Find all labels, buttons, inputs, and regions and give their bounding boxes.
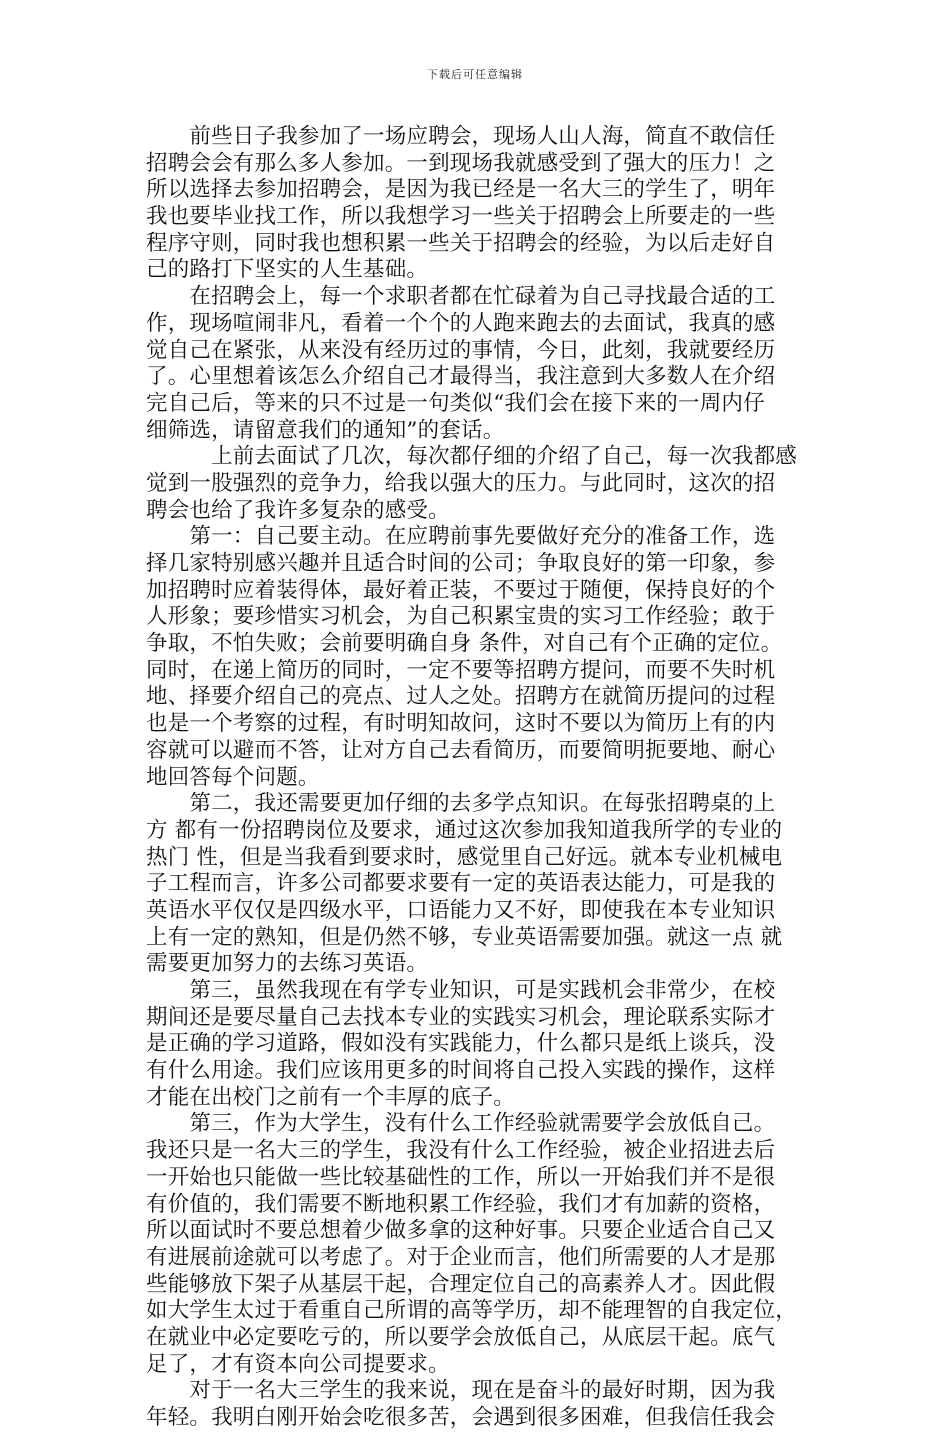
text-line: 择几家特别感兴趣并且适合时间的公司；争取良好的第一印象，参 <box>146 551 776 576</box>
text-line: 加招聘时应着装得体，最好着正装，不要过于随便，保持良好的个 <box>146 577 776 603</box>
text-line: 觉到一股强烈的竞争力，给我以强大的压力。与此同时，这次的招 <box>146 470 776 496</box>
text-line: 年轻。我明白刚开始会吃很多苦，会遇到很多困难，但我信任我会 <box>146 1405 776 1430</box>
text-line: 了。心里想着该怎么介绍自己才最得当，我注意到大多数人在介绍 <box>146 364 776 390</box>
text-line: 期间还是要尽量自己去找本专业的实践实习机会，理论联系实际才 <box>146 1004 776 1030</box>
text-line: 地回答每个问题。 <box>146 764 320 790</box>
text-line: 容就可以避而不答，让对方自己去看简历，而要简明扼要地、耐心 <box>146 737 776 763</box>
text-line: 一开始也只能做一些比较基础性的工作，所以一开始我们并不是很 <box>146 1164 776 1190</box>
text-line: 有进展前途就可以考虑了。对于企业而言，他们所需要的人才是那 <box>146 1244 776 1270</box>
text-line: 招聘会会有那么多人参加。一到现场我就感受到了强大的压力！之 <box>146 150 776 176</box>
text-line: 己的路打下坚实的人生基础。 <box>146 257 429 283</box>
text-line: 所以面试时不要总想着少做多拿的这种好事。只要企业适合自己又 <box>146 1218 776 1244</box>
text-line: 完自己后，等来的只不过是一句类似“我们会在接下来的一周内仔 <box>146 390 765 416</box>
text-line: 足了，才有资本向公司提要求。 <box>146 1351 450 1377</box>
text-line: 作，现场喧闹非凡，看着一个个的人跑来跑去的去面试，我真的感 <box>146 310 776 336</box>
text-line: 我也要毕业找工作，所以我想学习一些关于招聘会上所要走的一些 <box>146 204 776 230</box>
text-line: 我还只是一名大三的学生，我没有什么工作经验，被企业招进去后 <box>146 1138 776 1164</box>
text-line: 第三，作为大学生，没有什么工作经验就需要学会放低自己。 <box>146 1111 776 1137</box>
document-body <box>146 124 806 1432</box>
text-line: 热门 性，但是当我看到要求时，感觉里自己好远。就本专业机械电 <box>146 844 783 870</box>
text-line: 所以选择去参加招聘会，是因为我已经是一名大三的学生了，明年 <box>146 177 776 203</box>
text-line: 子工程而言，许多公司都要求要有一定的英语表达能力，可是我的 <box>146 871 776 897</box>
text-line: 需要更加努力的去练习英语。 <box>146 951 429 977</box>
text-line: 细筛选，请留意我们的通知”的套话。 <box>146 417 505 443</box>
text-line: 程序守则，同时我也想积累一些关于招聘会的经验，为以后走好自 <box>146 230 776 256</box>
text-line: 有价值的，我们需要不断地积累工作经验，我们才有加薪的资格， <box>146 1191 776 1217</box>
text-line: 方 都有一份招聘岗位及要求，通过这次参加我知道我所学的专业的 <box>146 817 783 843</box>
text-line: 第二，我还需要更加仔细的去多学点知识。在每张招聘桌的上 <box>146 791 776 817</box>
text-line: 觉自己在紧张，从来没有经历过的事情，今日，此刻，我就要经历 <box>146 337 776 363</box>
text-line: 有什么用途。我们应该用更多的时间将自己投入实践的操作，这样 <box>146 1058 776 1084</box>
text-line: 地、择要介绍自己的亮点、过人之处。招聘方在就简历提问的过程 <box>146 684 776 710</box>
text-line: 争取，不怕失败；会前要明确自身 条件，对自己有个正确的定位。 <box>146 631 783 657</box>
text-line: 也是一个考察的过程，有时明知故问，这时不要以为简历上有的内 <box>146 711 776 737</box>
text-line: 第一：自己要主动。在应聘前事先要做好充分的准备工作，选 <box>146 524 776 550</box>
text-line: 聘会也给了我许多复杂的感受。 <box>146 497 450 523</box>
text-line: 同时，在递上简历的同时，一定不要等招聘方提问，而要不失时机 <box>146 657 776 683</box>
text-line: 在招聘会上，每一个求职者都在忙碌着为自己寻找最合适的工 <box>146 284 776 310</box>
text-line: 上前去面试了几次，每次都仔细的介绍了自己，每一次我都感 <box>146 444 798 470</box>
text-line: 上有一定的熟知，但是仍然不够，专业英语需要加强。就这一点 就 <box>146 924 783 950</box>
page-header: 下载后可任意编辑 <box>427 68 523 81</box>
text-line: 些能够放下架子从基层干起，合理定位自己的高素养人才。因此假 <box>146 1271 776 1297</box>
text-line: 英语水平仅仅是四级水平，口语能力又不好，即使我在本专业知识 <box>146 897 776 923</box>
text-line: 在就业中必定要吃亏的，所以要学会放低自己，从底层干起。底气 <box>146 1324 776 1350</box>
text-line: 对于一名大三学生的我来说，现在是奋斗的最好时期，因为我 <box>146 1378 776 1404</box>
text-line: 第三，虽然我现在有学专业知识，可是实践机会非常少，在校 <box>146 978 776 1003</box>
text-line: 是正确的学习道路，假如没有实践能力，什么都只是纸上谈兵，没 <box>146 1031 776 1057</box>
text-line: 如大学生太过于看重自己所谓的高等学历，却不能理智的自我定位， <box>146 1298 798 1324</box>
text-line: 前些日子我参加了一场应聘会，现场人山人海，简直不敢信任 <box>146 124 776 149</box>
text-line: 才能在出校门之前有一个丰厚的底子。 <box>146 1084 515 1110</box>
text-line: 人形象；要珍惜实习机会，为自己积累宝贵的实习工作经验；敢于 <box>146 604 776 630</box>
